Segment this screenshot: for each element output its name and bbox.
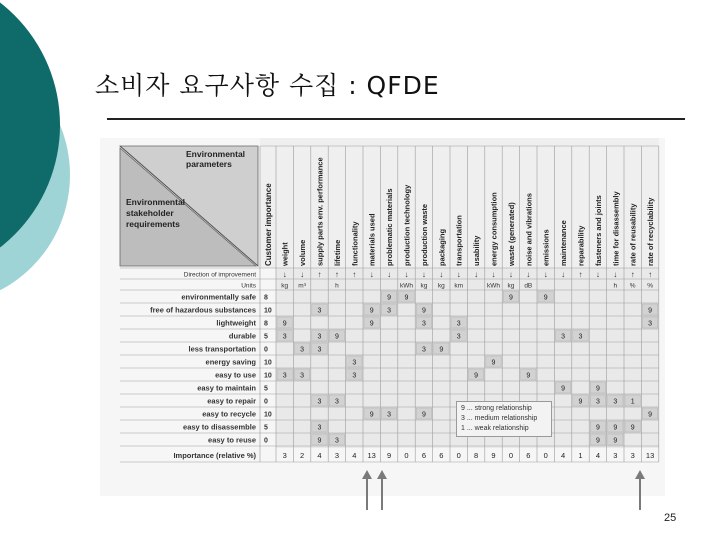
importance-value: 0 (456, 451, 461, 460)
legend-weak: 1 ... weak relationship (461, 425, 529, 432)
importance-value: 0 (404, 451, 409, 460)
unit-label: % (629, 282, 636, 290)
up-arrow-icon (634, 470, 646, 510)
relationship-value: 9 (491, 359, 496, 367)
direction-arrow: ↓ (543, 270, 548, 279)
relationship-value: 9 (474, 372, 479, 380)
parameter-header: noise and vibrations (524, 193, 534, 266)
direction-arrow: ↑ (334, 270, 339, 279)
relationship-value: 9 (526, 372, 531, 380)
parameter-header: rate of reusability (628, 203, 638, 266)
corner-requirements-label: stakeholder (126, 208, 174, 218)
unit-label: dB (524, 282, 533, 290)
requirement-label: free of hazardous substances (150, 305, 256, 315)
relationship-value: 3 (387, 307, 392, 315)
parameter-header: energy consumption (489, 192, 499, 266)
requirement-label: easy to reuse (208, 435, 256, 445)
relationship-value: 3 (648, 320, 653, 328)
parameter-header: waste (generated) (506, 202, 516, 266)
relationship-value: 3 (334, 437, 339, 445)
requirement-importance: 0 (264, 346, 268, 354)
relationship-value: 9 (439, 346, 444, 354)
direction-arrow: ↓ (282, 270, 287, 279)
direction-arrow: ↓ (421, 270, 426, 279)
relationship-value: 9 (595, 385, 600, 393)
up-arrow-icon (376, 470, 388, 510)
direction-arrow: ↓ (526, 270, 531, 279)
unit-label: kg (507, 282, 515, 290)
importance-value: 4 (595, 451, 600, 460)
relationship-value: 3 (595, 398, 600, 406)
relationship-value: 3 (317, 398, 322, 406)
unit-label: m³ (298, 282, 306, 290)
units-label: Units (241, 282, 256, 290)
relationship-value: 3 (578, 333, 583, 341)
up-arrow-icon (361, 470, 373, 510)
parameter-header: weight (280, 242, 290, 266)
customer-importance-header: Customer importance (264, 183, 273, 266)
requirement-importance: 0 (264, 437, 268, 445)
corner-parameters-label: parameters (186, 159, 232, 169)
direction-arrow: ↓ (300, 270, 305, 279)
requirement-label: less transportation (188, 344, 256, 354)
direction-arrow: ↓ (613, 270, 618, 279)
relationship-value: 9 (317, 437, 322, 445)
unit-label: kWh (487, 282, 500, 290)
parameter-header: emissions (541, 229, 551, 266)
direction-label: Direction of improvement (183, 271, 256, 279)
qfde-matrix-image (100, 138, 665, 496)
relationship-value: 3 (282, 372, 287, 380)
parameter-header: packaging (437, 228, 447, 266)
importance-value: 9 (387, 451, 392, 460)
relationship-value: 3 (421, 320, 426, 328)
unit-label: kg (281, 282, 289, 290)
importance-value: 8 (474, 451, 479, 460)
relationship-legend (456, 401, 552, 437)
direction-arrow: ↓ (561, 270, 566, 279)
relationship-value: 9 (387, 294, 392, 302)
relationship-value: 3 (300, 372, 305, 380)
direction-arrow: ↑ (648, 270, 653, 279)
relationship-value: 9 (543, 294, 548, 302)
parameter-header: production technology (402, 184, 412, 266)
unit-label: km (454, 282, 464, 290)
parameter-header: usability (472, 235, 482, 266)
parameter-header: production waste (419, 203, 429, 266)
importance-value: 1 (578, 451, 583, 460)
importance-value: 0 (508, 451, 513, 460)
relationship-value: 9 (508, 294, 513, 302)
relationship-value: 3 (387, 411, 392, 419)
parameter-header: reparability (576, 225, 586, 266)
relationship-value: 9 (334, 333, 339, 341)
relationship-value: 9 (369, 411, 374, 419)
legend-medium: 3 ... medium relationship (461, 415, 538, 422)
importance-value: 13 (367, 451, 376, 460)
importance-value: 13 (645, 451, 655, 460)
page-number: 25 (664, 512, 677, 524)
relationship-value: 3 (334, 398, 339, 406)
relationship-value: 9 (282, 320, 287, 328)
requirement-label: environmentally safe (181, 292, 256, 302)
requirement-importance: 8 (264, 294, 268, 302)
relationship-value: 9 (421, 307, 426, 315)
requirement-label: easy to disassemble (183, 422, 256, 432)
relationship-value: 9 (561, 385, 566, 393)
direction-arrow: ↓ (404, 270, 409, 279)
parameter-header: time for disassembly (611, 191, 621, 266)
title-divider (107, 118, 685, 120)
unit-label: % (647, 282, 653, 290)
parameter-header: problematic materials (385, 188, 395, 266)
unit-label: kWh (400, 282, 413, 290)
importance-value: 9 (491, 451, 496, 460)
relationship-value: 3 (456, 320, 461, 328)
corner-requirements-label: requirements (126, 219, 180, 229)
importance-value: 2 (300, 451, 305, 460)
relationship-value: 3 (300, 346, 305, 354)
relationship-value: 9 (648, 307, 653, 315)
direction-arrow: ↑ (578, 270, 583, 279)
parameter-header: transportation (454, 215, 464, 266)
unit-label: kg (437, 282, 445, 290)
direction-arrow: ↑ (317, 270, 322, 279)
parameter-header: rate of recyclability (646, 197, 656, 266)
parameter-header: lifetime (332, 239, 342, 266)
parameter-header: functionality (350, 221, 360, 266)
direction-arrow: ↓ (456, 270, 461, 279)
relationship-value: 9 (648, 411, 653, 419)
relationship-value: 9 (613, 424, 618, 432)
requirement-importance: 10 (264, 359, 272, 367)
relationship-value: 3 (317, 424, 322, 432)
requirement-label: energy saving (205, 357, 256, 367)
direction-arrow: ↓ (439, 270, 444, 279)
corner-requirements-label: Environmental (126, 197, 186, 207)
unit-label: h (613, 282, 618, 290)
relationship-value: 3 (421, 346, 426, 354)
relationship-value: 3 (282, 333, 287, 341)
importance-value: 3 (282, 451, 287, 460)
requirement-importance: 5 (264, 333, 268, 341)
importance-value: 4 (317, 451, 322, 460)
relationship-value: 3 (561, 333, 566, 341)
requirement-importance: 5 (264, 385, 268, 393)
parameter-header: maintenance (559, 220, 569, 266)
importance-value: 6 (421, 451, 426, 460)
requirement-importance: 10 (264, 307, 272, 315)
legend-strong: 9 ... strong relationship (461, 405, 532, 412)
relationship-value: 3 (317, 307, 322, 315)
direction-arrow: ↓ (595, 270, 600, 279)
parameter-header: materials used (367, 213, 377, 266)
unit-label: h (335, 282, 339, 290)
relationship-value: 9 (369, 307, 374, 315)
importance-value: 4 (352, 451, 357, 460)
relationship-value: 3 (613, 398, 618, 406)
direction-arrow: ↑ (352, 270, 357, 279)
importance-value: 4 (561, 451, 566, 460)
slide-title: 소비자 요구사항 수집 : QFDE (95, 71, 440, 100)
direction-arrow: ↓ (508, 270, 513, 279)
relationship-value: 1 (630, 398, 635, 406)
importance-value: 3 (630, 451, 635, 460)
importance-value: 6 (439, 451, 444, 460)
importance-value: 6 (526, 451, 531, 460)
relationship-value: 9 (613, 437, 618, 445)
requirement-importance: 10 (264, 372, 272, 380)
importance-value: 3 (613, 451, 618, 460)
relationship-value: 3 (317, 333, 322, 341)
relationship-value: 9 (578, 398, 583, 406)
parameter-header: fasteners and joints (593, 195, 603, 266)
relationship-value: 9 (595, 424, 600, 432)
requirement-importance: 5 (264, 424, 268, 432)
importance-value: 3 (334, 451, 339, 460)
relationship-value: 3 (317, 346, 322, 354)
relationship-value: 9 (369, 320, 374, 328)
direction-arrow: ↑ (630, 270, 635, 279)
requirement-importance: 10 (264, 411, 272, 419)
importance-value: 0 (543, 451, 548, 460)
direction-arrow: ↓ (387, 270, 392, 279)
relationship-value: 9 (421, 411, 426, 419)
parameter-header: supply parts env. performance (315, 157, 325, 266)
corner-parameters-label: Environmental (186, 149, 246, 159)
relationship-value: 3 (456, 333, 461, 341)
direction-arrow: ↓ (474, 270, 479, 279)
relationship-value: 9 (630, 424, 635, 432)
requirement-label: easy to repair (207, 396, 256, 406)
direction-arrow: ↓ (491, 270, 496, 279)
slide-decoration (0, 0, 90, 290)
requirement-label: easy to maintain (197, 383, 256, 393)
requirement-importance: 8 (264, 320, 268, 328)
requirement-importance: 0 (264, 398, 268, 406)
relationship-value: 3 (352, 372, 357, 380)
parameter-header: volume (298, 239, 308, 266)
requirement-label: easy to recycle (202, 409, 256, 419)
requirement-label: lightweight (216, 318, 256, 328)
relationship-value: 3 (352, 359, 357, 367)
requirement-label: durable (228, 331, 256, 341)
direction-arrow: ↓ (369, 270, 374, 279)
relationship-value: 9 (595, 437, 600, 445)
requirement-label: easy to use (215, 370, 256, 380)
unit-label: kg (420, 282, 428, 290)
importance-row-label: Importance (relative %) (173, 451, 256, 460)
relationship-value: 9 (404, 294, 409, 302)
